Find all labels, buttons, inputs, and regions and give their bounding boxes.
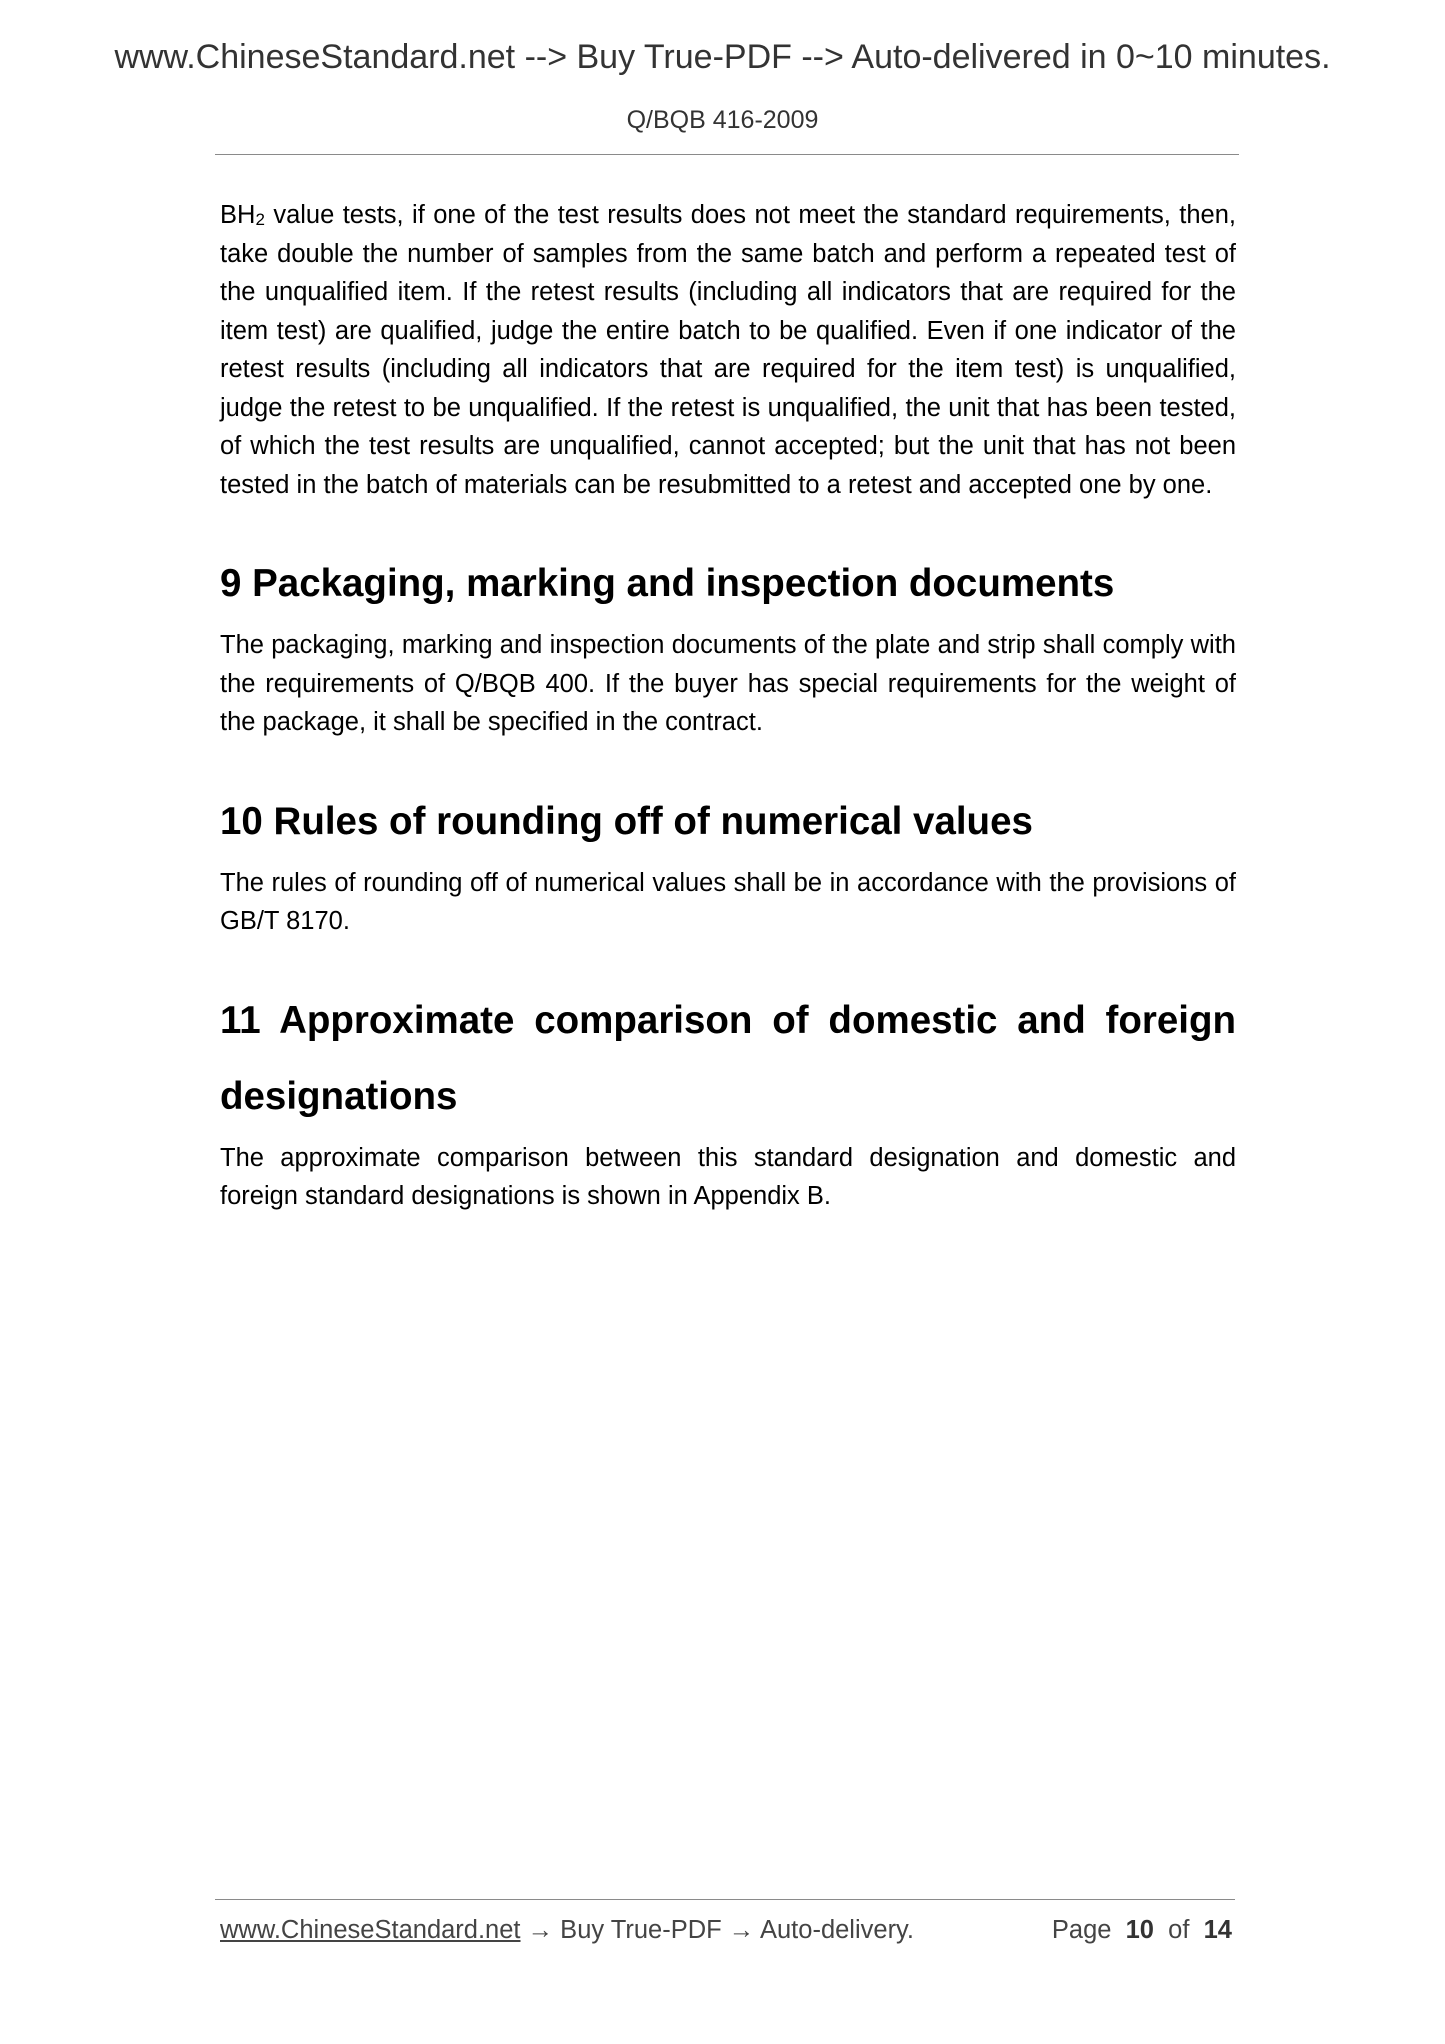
page-current: 10 bbox=[1125, 1916, 1154, 1944]
footer-site-link[interactable]: www.ChineseStandard.net bbox=[220, 1916, 521, 1944]
intro-paragraph bbox=[220, 196, 1236, 504]
section-11-heading-line1: 11 Approximate comparison of domestic and foreign bbox=[220, 998, 1236, 1042]
bh-subscript: 2 bbox=[255, 210, 265, 229]
footer-trail: → Buy True-PDF → Auto-delivery. bbox=[520, 1916, 914, 1944]
page-label: Page bbox=[1051, 1916, 1112, 1944]
section-9-paragraph: The packaging, marking and inspection documents of the plate and strip shall comply with the requirements of Q/BQB 400. If the buyer has special requirements for the weight of the package, it shall be specified in the contract. bbox=[220, 631, 1236, 736]
page-number bbox=[1052, 1916, 1232, 1945]
page-total: 14 bbox=[1203, 1916, 1232, 1944]
footer-divider bbox=[215, 1899, 1235, 1900]
header-divider bbox=[215, 154, 1239, 155]
page-footer bbox=[220, 1916, 1232, 1945]
of-label: of bbox=[1168, 1916, 1190, 1944]
intro-text: value tests, if one of the test results does not meet the standard requirements, then, take double the number of samples from the same batch and perform a repeated test of the unqualified item. If the retest results (including all indicators that are required for the item test) are qualified, judge the entire batch to be qualified. Even if one indicator of the retest results (including all indicators that are required for the item test) is unqualified, judge the retest to be unqualified. If the retest is unqualified, the unit that has been tested, of which the test results are unqualified, cannot accepted; but the unit that has not been tested in the batch of materials can be resubmitted to a retest and accepted one by one. bbox=[220, 201, 1236, 499]
section-11-heading bbox=[220, 983, 1236, 1135]
section-11-heading-line2: designations bbox=[220, 1074, 458, 1118]
bh-prefix: BH bbox=[220, 201, 256, 229]
section-11-paragraph: The approximate comparison between this standard designation and domestic and foreign standard designations is shown in Appendix B. bbox=[220, 1143, 1236, 1210]
section-9-heading: 9 Packaging, marking and inspection documents bbox=[220, 562, 1115, 605]
document-code: Q/BQB 416-2009 bbox=[626, 106, 819, 134]
section-10-heading: 10 Rules of rounding off of numerical values bbox=[220, 799, 1033, 843]
top-banner: www.ChineseStandard.net --> Buy True-PDF --> Auto-delivered in 0~10 minutes. bbox=[114, 38, 1331, 76]
page-content bbox=[220, 196, 1236, 1216]
section-10-paragraph: The rules of rounding off of numerical values shall be in accordance with the provisions of GB/T 8170. bbox=[220, 868, 1236, 935]
